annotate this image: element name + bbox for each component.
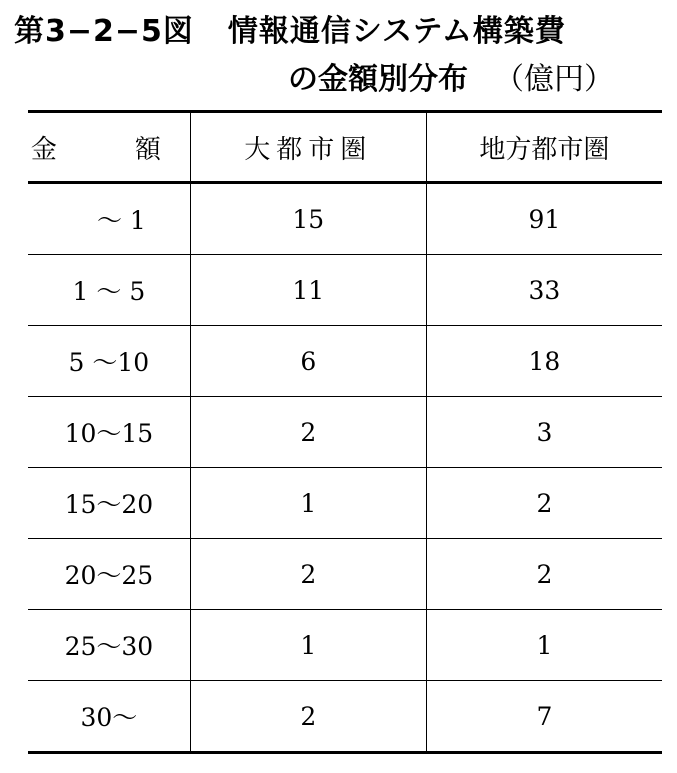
cell-metro: 1 bbox=[190, 610, 426, 681]
cell-local: 18 bbox=[426, 326, 662, 397]
distribution-table bbox=[28, 110, 662, 754]
figure-number: 第3−2−5図 bbox=[14, 14, 194, 49]
title-line-1: 情報通信システム構築費 bbox=[227, 14, 566, 49]
cell-local: 2 bbox=[426, 539, 662, 610]
cell-local: 1 bbox=[426, 610, 662, 681]
cell-metro: 2 bbox=[190, 397, 426, 468]
cell-local: 7 bbox=[426, 681, 662, 753]
cell-amount: 30〜 bbox=[28, 681, 190, 753]
unit-label: （億円） bbox=[494, 62, 614, 97]
cell-local: 91 bbox=[426, 183, 662, 255]
table-row bbox=[28, 681, 662, 753]
cell-local: 2 bbox=[426, 468, 662, 539]
table-row bbox=[28, 183, 662, 255]
cell-metro: 15 bbox=[190, 183, 426, 255]
cell-local: 3 bbox=[426, 397, 662, 468]
cell-local: 33 bbox=[426, 255, 662, 326]
figure-subtitle bbox=[288, 54, 614, 98]
cell-metro: 2 bbox=[190, 681, 426, 753]
cell-amount: 〜 1 bbox=[28, 183, 190, 255]
cell-metro: 1 bbox=[190, 468, 426, 539]
table-row bbox=[28, 397, 662, 468]
table-header-row bbox=[28, 112, 662, 183]
cell-metro: 11 bbox=[190, 255, 426, 326]
figure-title bbox=[14, 6, 566, 50]
table-row bbox=[28, 610, 662, 681]
cell-amount: 25〜30 bbox=[28, 610, 190, 681]
cell-amount: 10〜15 bbox=[28, 397, 190, 468]
table-row bbox=[28, 468, 662, 539]
header-metro: 大都市圏 bbox=[190, 112, 426, 183]
cell-metro: 2 bbox=[190, 539, 426, 610]
header-amount: 金 額 bbox=[28, 112, 190, 183]
cell-amount: 5 〜10 bbox=[28, 326, 190, 397]
cell-amount: 20〜25 bbox=[28, 539, 190, 610]
cell-amount: 1 〜 5 bbox=[28, 255, 190, 326]
table-row bbox=[28, 326, 662, 397]
cell-metro: 6 bbox=[190, 326, 426, 397]
header-local: 地方都市圏 bbox=[426, 112, 662, 183]
title-line-2: の金額別分布 bbox=[288, 62, 468, 97]
cell-amount: 15〜20 bbox=[28, 468, 190, 539]
table-row bbox=[28, 255, 662, 326]
table-row bbox=[28, 539, 662, 610]
